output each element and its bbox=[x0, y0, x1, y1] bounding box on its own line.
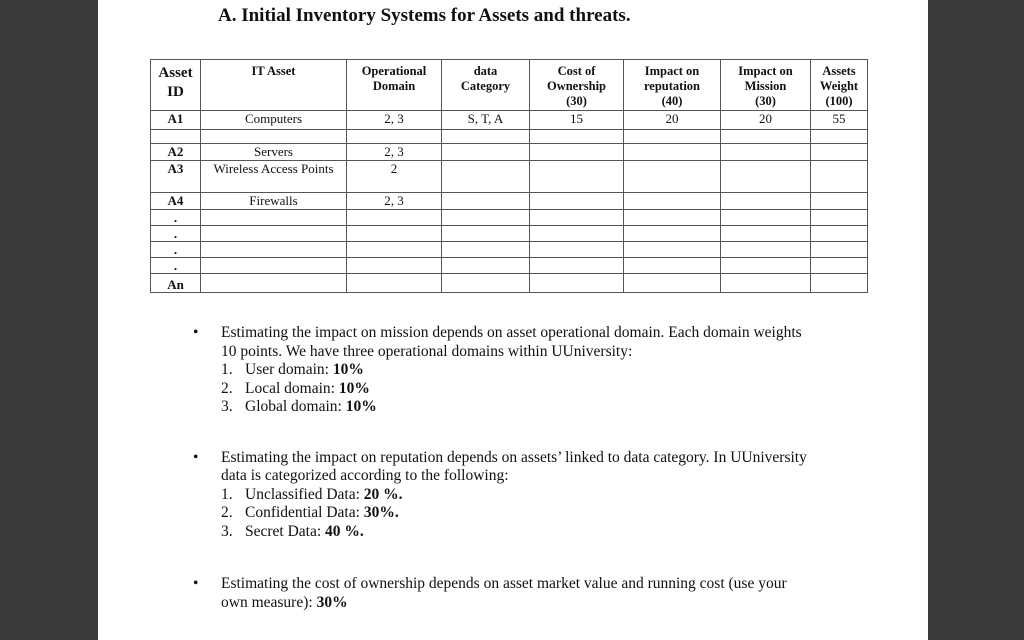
table-row bbox=[151, 161, 868, 193]
bullet-text: Estimating the impact on reputation depends on assets’ linked to data category. In UUniversity data is categorized according to the following: bbox=[221, 448, 807, 484]
list-item: 3. Secret Data: 40 %. bbox=[221, 522, 364, 540]
table-header-row bbox=[151, 60, 868, 111]
bullet-icon: • bbox=[193, 575, 199, 592]
cell-it-asset: Computers bbox=[201, 111, 347, 130]
bullet-icon: • bbox=[193, 448, 199, 466]
table-row bbox=[151, 258, 868, 274]
cell-it-asset: Servers bbox=[201, 144, 347, 161]
header-data-category: data Category bbox=[442, 60, 530, 111]
bullet-reputation bbox=[193, 449, 813, 542]
domain-list bbox=[221, 361, 813, 417]
cell-cost-of-ownership: 15 bbox=[530, 111, 624, 130]
table-row bbox=[151, 226, 868, 242]
header-it-asset: IT Asset bbox=[201, 60, 347, 111]
list-item: 1. User domain: 10% bbox=[221, 361, 364, 378]
cost-value: 30% bbox=[316, 593, 348, 611]
bullet-text: Estimating the impact on mission depends on asset operational domain. Each domain weights 10 points. We have three operational domains within UUniversity: bbox=[221, 324, 802, 360]
cell-ellipsis: . bbox=[151, 258, 201, 274]
cell-asset-id: A3 bbox=[151, 161, 201, 193]
cell-operational-domain: 2 bbox=[347, 161, 442, 193]
bullet-text: Estimating the cost of ownership depends on asset market value and running cost (use your own measure): 30% bbox=[221, 575, 787, 611]
header-impact-reputation: Impact on reputation (40) bbox=[624, 60, 721, 111]
cell-assets-weight: 55 bbox=[811, 111, 868, 130]
table-row bbox=[151, 274, 868, 293]
list-item: 2. Local domain: 10% bbox=[221, 379, 370, 397]
header-operational-domain: Operational Domain bbox=[347, 60, 442, 111]
header-impact-mission: Impact on Mission (30) bbox=[721, 60, 811, 111]
cell-data-category: S, T, A bbox=[442, 111, 530, 130]
header-assets-weight: Assets Weight (100) bbox=[811, 60, 868, 111]
cell-asset-id: A4 bbox=[151, 193, 201, 210]
cell-ellipsis: . bbox=[151, 210, 201, 226]
header-cost-of-ownership: Cost of Ownership (30) bbox=[530, 60, 624, 111]
inventory-table bbox=[150, 59, 868, 293]
cell-operational-domain: 2, 3 bbox=[347, 193, 442, 210]
list-item: 1. Unclassified Data: 20 %. bbox=[221, 485, 403, 503]
cell-it-asset: Firewalls bbox=[201, 193, 347, 210]
bullet-icon: • bbox=[193, 324, 199, 341]
table-row bbox=[151, 144, 868, 161]
cell-ellipsis: . bbox=[151, 242, 201, 258]
list-item: 2. Confidential Data: 30%. bbox=[221, 504, 399, 521]
header-asset-id: Asset ID bbox=[151, 60, 201, 111]
table-row bbox=[151, 242, 868, 258]
table-row bbox=[151, 130, 868, 144]
table-row bbox=[151, 193, 868, 210]
cell-it-asset: Wireless Access Points bbox=[201, 161, 347, 193]
table-row bbox=[151, 111, 868, 130]
cell-asset-id: A1 bbox=[151, 111, 201, 130]
cell-asset-id: An bbox=[151, 274, 201, 293]
data-category-list bbox=[221, 486, 813, 542]
list-item: 3. Global domain: 10% bbox=[221, 398, 377, 415]
cell-operational-domain: 2, 3 bbox=[347, 144, 442, 161]
document-page bbox=[98, 0, 928, 640]
bullet-mission bbox=[193, 324, 813, 417]
cell-operational-domain: 2, 3 bbox=[347, 111, 442, 130]
bullet-cost bbox=[193, 575, 813, 612]
cell-asset-id: A2 bbox=[151, 144, 201, 161]
cell-ellipsis: . bbox=[151, 226, 201, 242]
table-row bbox=[151, 210, 868, 226]
cell-impact-reputation: 20 bbox=[624, 111, 721, 130]
notes-list bbox=[193, 324, 813, 612]
cell-impact-mission: 20 bbox=[721, 111, 811, 130]
section-title: A. Initial Inventory Systems for Assets and threats. bbox=[218, 5, 631, 26]
